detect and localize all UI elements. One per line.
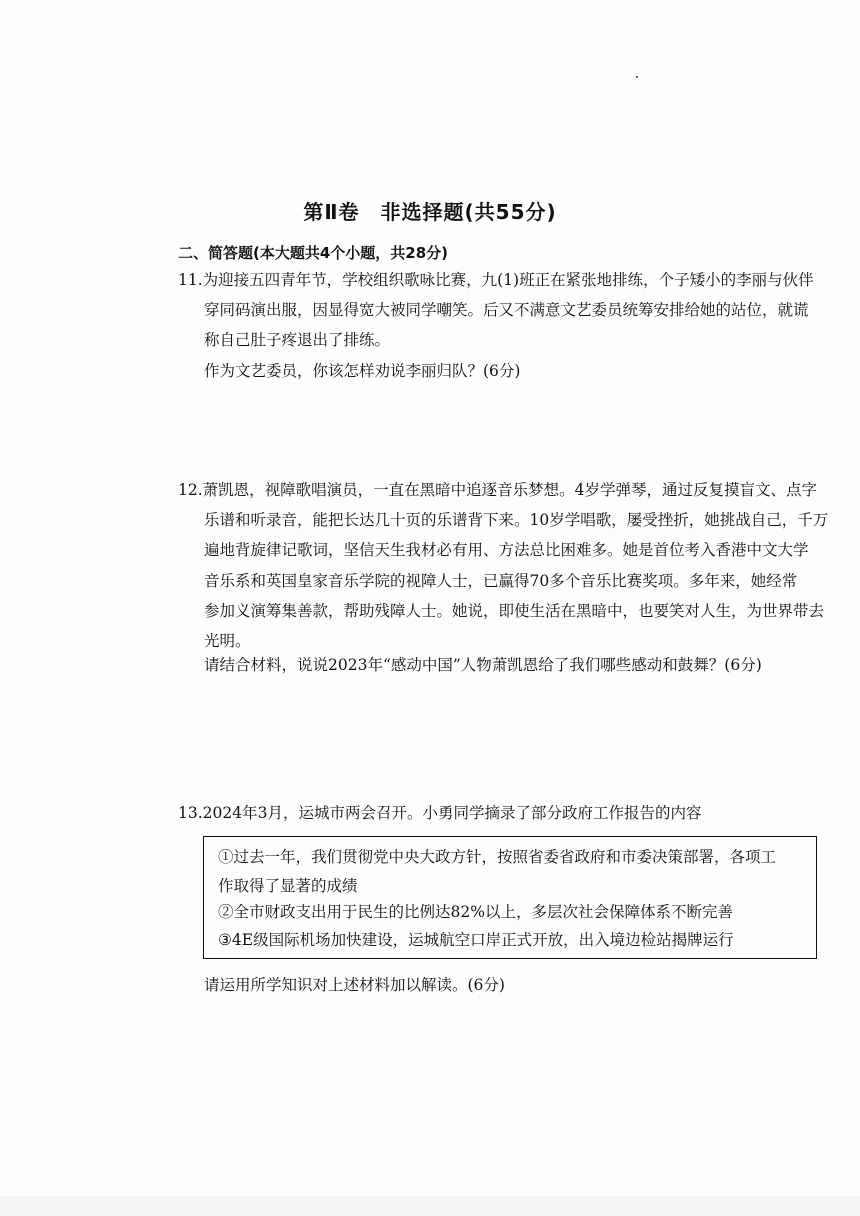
q13-prompt: 请运用所学知识对上述材料加以解读。(6分)	[204, 976, 505, 994]
q12-line-1: 12.萧凯恩，视障歌唱演员，一直在黑暗中追逐音乐梦想。4岁学弹琴，通过反复摸盲文、点字	[178, 481, 818, 499]
section-title: 二、简答题(本大题共4个小题，共28分)	[178, 244, 449, 262]
q11-line-3: 称自己肚子疼退出了排练。	[204, 331, 391, 349]
box-line-3: ②全市财政支出用于民生的比例达82%以上，多层次社会保障体系不断完善	[218, 903, 733, 921]
q11-line-2: 穿同码演出服，因显得宽大被同学嘲笑。后又不满意文艺委员统筹安排给她的站位，就谎	[204, 301, 809, 319]
q12-line-2: 乐谱和听录音，能把长达几十页的乐谱背下来。10岁学唱歌，屡受挫折，她挑战自己，千万	[204, 511, 829, 529]
q12-line-3: 遍地背旋律记歌词，坚信天生我材必有用、方法总比困难多。她是首位考入香港中文大学	[204, 541, 809, 559]
part-title: 第Ⅱ卷 非选择题(共55分)	[303, 200, 557, 224]
box-line-4: ③4E级国际机场加快建设，运城航空口岸正式开放，出入境边检站揭牌运行	[218, 931, 734, 949]
box-line-2: 作取得了显著的成绩	[218, 877, 358, 895]
scan-bottom-edge	[0, 1196, 860, 1216]
q12-line-4: 音乐系和英国皇家音乐学院的视障人士，已赢得70多个音乐比赛奖项。多年来，她经常	[204, 572, 798, 590]
scan-dot	[636, 76, 638, 78]
q13-intro: 13.2024年3月，运城市两会召开。小勇同学摘录了部分政府工作报告的内容	[178, 804, 702, 822]
q11-prompt: 作为文艺委员，你该怎样劝说李丽归队？(6分)	[204, 362, 521, 380]
box-line-1: ①过去一年，我们贯彻党中央大政方针，按照省委省政府和市委决策部署，各项工	[218, 848, 777, 866]
q11-line-1: 11.为迎接五四青年节，学校组织歌咏比赛，九(1)班正在紧张地排练，个子矮小的李丽与伙伴	[178, 271, 814, 289]
q12-line-6: 光明。	[204, 632, 251, 650]
q12-line-5: 参加义演筹集善款，帮助残障人士。她说，即使生活在黑暗中，也要笑对人生，为世界带去	[204, 602, 825, 620]
q12-prompt: 请结合材料，说说2023年“感动中国”人物萧凯恩给了我们哪些感动和鼓舞？(6分)	[204, 656, 762, 674]
material-box	[203, 836, 817, 959]
